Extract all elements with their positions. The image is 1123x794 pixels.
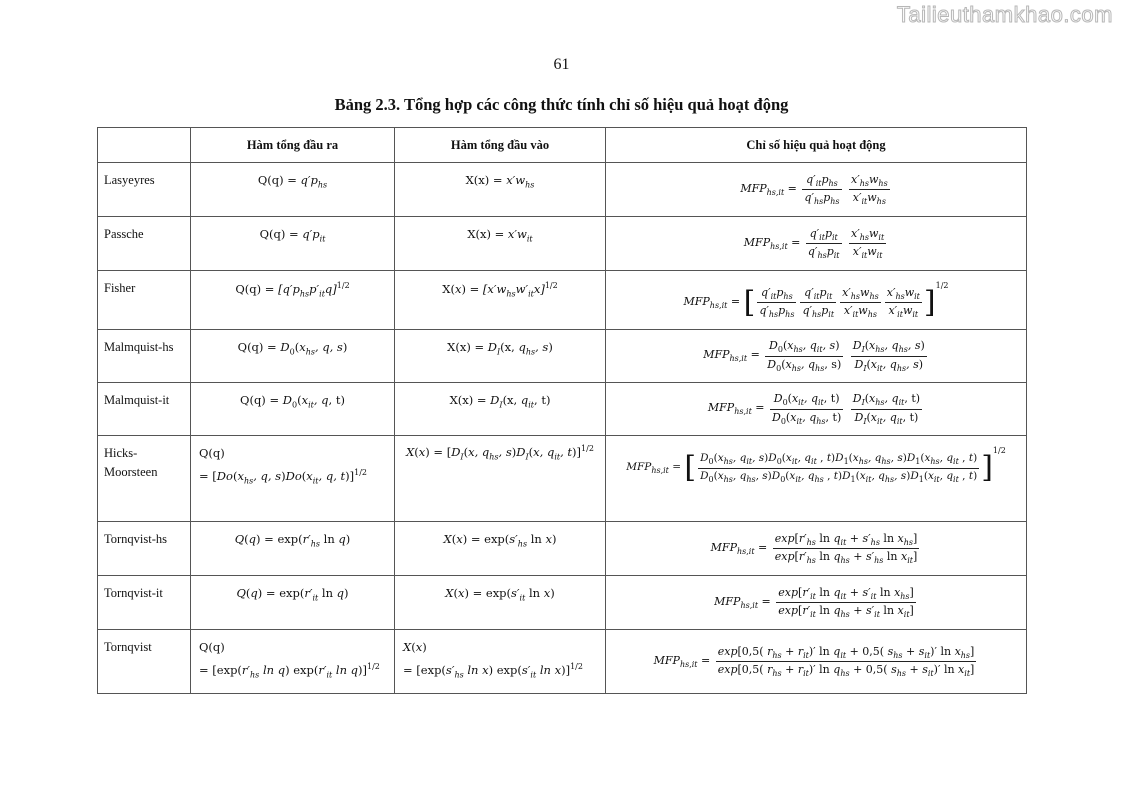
- page-number: 61: [553, 56, 570, 73]
- header-method: [98, 128, 191, 163]
- method-name: Malmquist-it: [98, 383, 191, 436]
- output-formula: Q(q) = [$\exp(r'_{hs}$ ln q) $\exp(r'_{it}$ ln q)]$^{1/2}$: [191, 630, 395, 694]
- output-formula: $Q(q) = D_0(x_{it}$, q, t): [191, 383, 395, 436]
- output-formula: Q(q) = [$Do(x_{hs}$, q, $s)Do(x_{it}$, q, t)]$^{1/2}$: [191, 436, 395, 522]
- table-title: Bảng 2.3. Tổng hợp các công thức tính chỉ số hiệu quả hoạt động: [334, 95, 789, 114]
- output-formula: $Q(q) = [q'p_{hs}p'_{it}q]^{1/2}$: [191, 271, 395, 330]
- header-input-function: Hàm tổng đầu vào: [395, 128, 606, 163]
- table-row: [98, 576, 1027, 630]
- index-formula: $MFP_{hs,it}$ = [ $\frac{q'_{it}p_{hs}}{q'_{hs}p_{hs}}$ $\frac{q'_{it}p_{it}}{q'_{hs}p_{it}}$ $\frac{x'_{hs}w_{hs}}{x'_{it}w_{hs}}$ $\frac{x'_{hs}w_{it}}{x'_{it}w_{it}}$ ]$^{1/2}$: [606, 271, 1027, 330]
- output-formula: $Q(q) = \exp(r'_{hs}$ ln q): [191, 522, 395, 576]
- output-formula: $Q(q) = q'p_{hs}$: [191, 163, 395, 217]
- index-formula: $MFP_{hs,it}$ = $\frac{q'_{it}p_{it}}{q'_{hs}p_{it}}$ $\frac{x'_{hs}w_{it}}{x'_{it}w_{it}}$: [606, 217, 1027, 271]
- method-name: Malmquist-hs: [98, 330, 191, 383]
- table-row: [98, 522, 1027, 576]
- index-formula: $MFP_{hs,it}$ = $\frac{\exp[r'_{hs} \ln q_{it} + s'_{hs} \ln x_{hs}]}{\exp[r'_{hs} \ln q_{hs} + s'_{hs} \ln x_{it}]}$: [606, 522, 1027, 576]
- header-index: Chỉ số hiệu quả hoạt động: [606, 128, 1027, 163]
- index-formula: $MFP_{hs,it}$ = $\frac{q'_{it}p_{hs}}{q'_{hs}p_{hs}}$ $\frac{x'_{hs}w_{hs}}{x'_{it}w_{hs}}$: [606, 163, 1027, 217]
- method-name: Lasyeyres: [98, 163, 191, 217]
- index-formula: $MFP_{hs,it}$ = [ $D_0(x_{hs}$, $q_{it}$, $s)D_0(x_{it}$, $q_{it}$ , $t)D_1(x_{hs}$, $q_{hs}$, $s)D_1(x_{hs}$, $q_{it}$ , t) $D_0(x_{hs}$, $q_{hs}$, $s)D_0(x_{it}$, $q_{hs}$ , $t)D_1(x_{it}$, $q_{hs}$, $s)D_1(x_{it}$, $q_{it}$ , t) ]$^{1/2}$: [606, 436, 1027, 522]
- method-name: Hicks-Moorsteen: [98, 436, 191, 522]
- output-formula: $Q(q) = \exp(r'_{it}$ ln q): [191, 576, 395, 630]
- input-formula: $X(x) = [x'w_{hs}w'_{it}x]^{1/2}$: [395, 271, 606, 330]
- index-formula: $MFP_{hs,it}$ = $\frac{\exp[r'_{it} \ln q_{it} + s'_{it} \ln x_{hs}]}{\exp[r'_{it} \ln q_{hs} + s'_{it} \ln x_{it}]}$: [606, 576, 1027, 630]
- index-formula: $MFP_{hs,it}$ = $\frac{D_0(x_{hs}, q_{it}, s)}{D_0(x_{hs}, q_{hs}, s)}$ $\frac{D_I(x_{hs}, q_{hs}, s)}{D_I(x_{it}, q_{hs}, s)}$: [606, 330, 1027, 383]
- method-name: Passche: [98, 217, 191, 271]
- table-row: [98, 630, 1027, 694]
- index-formula: $MFP_{hs,it}$ = $\frac{\exp[0,5( r_{hs} + r_{it})' \ln q_{it} + 0,5( s_{hs} + s_{it})' \ln x_{hs}]}{\exp[0,5( r_{hs} + r_{it})' \ln q_{hs} + 0,5( s_{hs} + s_{it})' \ln x_{it}]}$: [606, 630, 1027, 694]
- table-row: [98, 163, 1027, 217]
- method-name: Tornqvist-it: [98, 576, 191, 630]
- index-formula: $MFP_{hs,it}$ = $\frac{D_0(x_{it}, q_{it}, t)}{D_0(x_{it}, q_{hs}, t)}$ $\frac{D_I(x_{hs}, q_{it}, t)}{D_I(x_{it}, q_{it}, t)}$: [606, 383, 1027, 436]
- table-row: [98, 330, 1027, 383]
- input-formula: $X(x) = x'w_{hs}$: [395, 163, 606, 217]
- input-formula: $X(x) = D_I(x$, $q_{hs}$, s): [395, 330, 606, 383]
- input-formula: $X(x) = [D_I(x$, $q_{hs}$, $s)D_I(x$, $q_{it}$, t)]$^{1/2}$: [395, 436, 606, 522]
- table-row: [98, 436, 1027, 522]
- table-row: [98, 217, 1027, 271]
- watermark-text: Tailieuthamkhao.com: [896, 2, 1113, 27]
- output-formula: $Q(q) = D_0(x_{hs}$, q, s): [191, 330, 395, 383]
- formula-table: [97, 127, 1027, 694]
- input-formula: $X(x) = D_I(x$, $q_{it}$, t): [395, 383, 606, 436]
- input-formula: $X(x) = \exp(s'_{hs}$ ln x): [395, 522, 606, 576]
- method-name: Tornqvist: [98, 630, 191, 694]
- input-formula: $X(x) = \exp(s'_{it}$ ln x): [395, 576, 606, 630]
- method-name: Fisher: [98, 271, 191, 330]
- table-header-row: [98, 128, 1027, 163]
- table-row: [98, 383, 1027, 436]
- input-formula: X(x) = [$\exp(s'_{hs}$ ln x) $\exp(s'_{it}$ ln x)]$^{1/2}$: [395, 630, 606, 694]
- table-row: [98, 271, 1027, 330]
- input-formula: $X(x) = x'w_{it}$: [395, 217, 606, 271]
- header-output-function: Hàm tổng đầu ra: [191, 128, 395, 163]
- output-formula: $Q(q) = q'p_{it}$: [191, 217, 395, 271]
- method-name: Tornqvist-hs: [98, 522, 191, 576]
